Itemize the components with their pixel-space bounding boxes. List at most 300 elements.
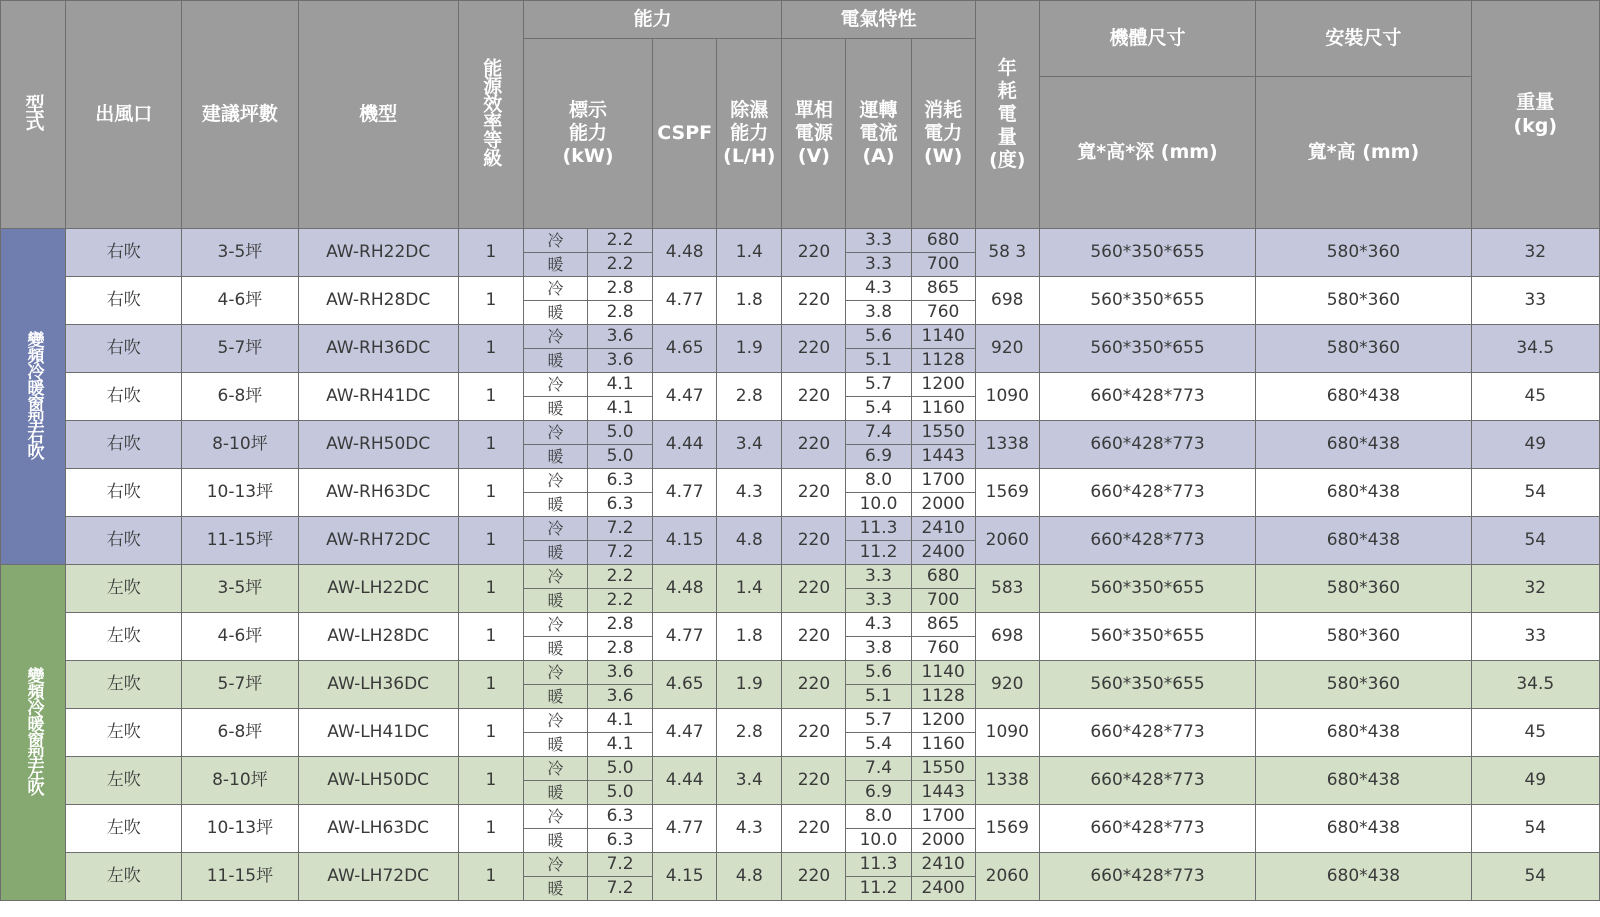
table-row [1,517,1600,541]
cool-label-cell: 冷 [523,325,587,349]
weight-cell: 34.5 [1471,661,1599,709]
header-model: 機型 [298,1,458,229]
voltage-cell: 220 [782,613,846,661]
heat-power-cell: 760 [911,637,975,661]
header-energy-grade: 能源效率等級 [458,1,523,229]
annual-kwh-cell: 1090 [975,709,1039,757]
heat-capacity-cell: 2.2 [588,253,653,277]
grade-cell: 1 [458,325,523,373]
cspf-cell: 4.15 [653,517,717,565]
cool-power-cell: 1550 [911,757,975,781]
cool-current-cell: 8.0 [846,805,911,829]
model-cell: AW-RH22DC [298,229,458,277]
heat-capacity-cell: 6.3 [588,829,653,853]
dehumid-cell: 4.8 [717,853,782,901]
area-cell: 5-7坪 [182,325,298,373]
model-cell: AW-LH22DC [298,565,458,613]
area-cell: 11-15坪 [182,853,298,901]
model-cell: AW-RH41DC [298,373,458,421]
cspf-cell: 4.44 [653,757,717,805]
cool-capacity-cell: 6.3 [588,805,653,829]
heat-power-cell: 700 [911,253,975,277]
install-size-cell: 580*360 [1256,325,1471,373]
model-cell: AW-LH28DC [298,613,458,661]
heat-power-cell: 1443 [911,781,975,805]
model-cell: AW-RH36DC [298,325,458,373]
outlet-cell: 右吹 [66,421,182,469]
grade-cell: 1 [458,805,523,853]
cool-power-cell: 2410 [911,517,975,541]
voltage-cell: 220 [782,229,846,277]
heat-power-cell: 1443 [911,445,975,469]
grade-cell: 1 [458,661,523,709]
body-size-cell: 560*350*655 [1039,229,1255,277]
heat-label-cell: 暖 [523,253,587,277]
cool-capacity-cell: 3.6 [588,325,653,349]
dehumid-cell: 1.9 [717,661,782,709]
annual-kwh-cell: 920 [975,661,1039,709]
model-cell: AW-RH50DC [298,421,458,469]
cool-power-cell: 680 [911,229,975,253]
group-label-cell [1,229,66,565]
heat-label-cell: 暖 [523,397,587,421]
table-row [1,805,1600,829]
heat-current-cell: 6.9 [846,781,911,805]
weight-cell: 45 [1471,373,1599,421]
annual-kwh-cell: 698 [975,613,1039,661]
cool-power-cell: 2410 [911,853,975,877]
model-cell: AW-LH36DC [298,661,458,709]
table-row [1,853,1600,877]
heat-current-cell: 3.8 [846,637,911,661]
grade-cell: 1 [458,709,523,757]
area-cell: 10-13坪 [182,469,298,517]
header-rated-capacity: 標示 能力 (kW) [523,39,652,229]
weight-cell: 45 [1471,709,1599,757]
cool-label-cell: 冷 [523,517,587,541]
heat-capacity-cell: 2.2 [588,589,653,613]
weight-cell: 54 [1471,469,1599,517]
heat-label-cell: 暖 [523,589,587,613]
cool-power-cell: 680 [911,565,975,589]
annual-kwh-cell: 1090 [975,373,1039,421]
header-dehumid: 除濕 能力 (L/H) [717,39,782,229]
heat-capacity-cell: 7.2 [588,877,653,901]
heat-power-cell: 1160 [911,397,975,421]
heat-label-cell: 暖 [523,637,587,661]
cool-capacity-cell: 2.8 [588,277,653,301]
table-row [1,469,1600,493]
cool-current-cell: 3.3 [846,565,911,589]
heat-capacity-cell: 2.8 [588,637,653,661]
heat-power-cell: 2400 [911,541,975,565]
dehumid-cell: 4.3 [717,469,782,517]
cool-label-cell: 冷 [523,661,587,685]
outlet-cell: 左吹 [66,709,182,757]
heat-label-cell: 暖 [523,493,587,517]
area-cell: 8-10坪 [182,757,298,805]
table-row [1,709,1600,733]
outlet-cell: 右吹 [66,229,182,277]
model-cell: AW-LH63DC [298,805,458,853]
body-size-cell: 560*350*655 [1039,277,1255,325]
install-size-cell: 680*438 [1256,517,1471,565]
voltage-cell: 220 [782,565,846,613]
heat-label-cell: 暖 [523,781,587,805]
weight-cell: 33 [1471,277,1599,325]
cool-power-cell: 1200 [911,373,975,397]
heat-label-cell: 暖 [523,541,587,565]
header-area: 建議坪數 [182,1,298,229]
cool-label-cell: 冷 [523,277,587,301]
heat-current-cell: 3.3 [846,253,911,277]
cspf-cell: 4.44 [653,421,717,469]
install-size-cell: 580*360 [1256,565,1471,613]
heat-power-cell: 1128 [911,349,975,373]
table-row [1,421,1600,445]
cspf-cell: 4.65 [653,325,717,373]
area-cell: 11-15坪 [182,517,298,565]
grade-cell: 1 [458,613,523,661]
table-row [1,613,1600,637]
header-annual-kwh: 年 耗 電 量 (度) [975,1,1039,229]
outlet-cell: 右吹 [66,325,182,373]
install-size-cell: 680*438 [1256,757,1471,805]
cool-capacity-cell: 5.0 [588,757,653,781]
body-size-cell: 660*428*773 [1039,805,1255,853]
table-row [1,757,1600,781]
cool-current-cell: 8.0 [846,469,911,493]
header-type: 型式 [1,1,66,229]
cool-current-cell: 11.3 [846,517,911,541]
weight-cell: 49 [1471,421,1599,469]
area-cell: 8-10坪 [182,421,298,469]
dehumid-cell: 3.4 [717,421,782,469]
heat-label-cell: 暖 [523,877,587,901]
header-install-size-group: 安裝尺寸 [1256,1,1471,77]
cool-current-cell: 5.7 [846,373,911,397]
model-cell: AW-LH41DC [298,709,458,757]
table-row [1,325,1600,349]
dehumid-cell: 1.9 [717,325,782,373]
cool-current-cell: 4.3 [846,613,911,637]
heat-current-cell: 3.3 [846,589,911,613]
area-cell: 6-8坪 [182,709,298,757]
grade-cell: 1 [458,277,523,325]
table-row [1,373,1600,397]
table-row [1,661,1600,685]
header-current: 運轉 電流 (A) [846,39,911,229]
table-row [1,229,1600,253]
cool-power-cell: 1700 [911,805,975,829]
outlet-cell: 左吹 [66,565,182,613]
heat-label-cell: 暖 [523,445,587,469]
body-size-cell: 660*428*773 [1039,757,1255,805]
cool-current-cell: 5.7 [846,709,911,733]
heat-current-cell: 10.0 [846,829,911,853]
body-size-cell: 660*428*773 [1039,421,1255,469]
heat-capacity-cell: 4.1 [588,733,653,757]
voltage-cell: 220 [782,757,846,805]
dehumid-cell: 2.8 [717,709,782,757]
outlet-cell: 右吹 [66,373,182,421]
cool-power-cell: 1200 [911,709,975,733]
cool-label-cell: 冷 [523,709,587,733]
heat-current-cell: 5.1 [846,685,911,709]
cool-power-cell: 1550 [911,421,975,445]
header-cspf: CSPF [653,39,717,229]
heat-capacity-cell: 3.6 [588,349,653,373]
voltage-cell: 220 [782,709,846,757]
cool-capacity-cell: 4.1 [588,709,653,733]
cool-capacity-cell: 3.6 [588,661,653,685]
annual-kwh-cell: 1569 [975,469,1039,517]
heat-label-cell: 暖 [523,829,587,853]
cool-label-cell: 冷 [523,757,587,781]
heat-power-cell: 760 [911,301,975,325]
cool-current-cell: 3.3 [846,229,911,253]
model-cell: AW-RH72DC [298,517,458,565]
annual-kwh-cell: 583 [975,565,1039,613]
spec-body [1,229,1600,901]
annual-kwh-cell: 2060 [975,853,1039,901]
cool-label-cell: 冷 [523,373,587,397]
cool-current-cell: 5.6 [846,661,911,685]
heat-current-cell: 5.4 [846,733,911,757]
model-cell: AW-LH50DC [298,757,458,805]
group-label-cell [1,565,66,901]
area-cell: 4-6坪 [182,613,298,661]
weight-cell: 33 [1471,613,1599,661]
cool-capacity-cell: 2.2 [588,565,653,589]
group-label: 變頻冷暖窗型左吹 [23,666,44,795]
heat-capacity-cell: 5.0 [588,781,653,805]
cool-capacity-cell: 6.3 [588,469,653,493]
body-size-cell: 660*428*773 [1039,469,1255,517]
header-outlet: 出風口 [66,1,182,229]
heat-power-cell: 1128 [911,685,975,709]
cool-capacity-cell: 7.2 [588,853,653,877]
grade-cell: 1 [458,229,523,277]
cspf-cell: 4.77 [653,805,717,853]
grade-cell: 1 [458,565,523,613]
install-size-cell: 680*438 [1256,373,1471,421]
weight-cell: 32 [1471,565,1599,613]
area-cell: 3-5坪 [182,565,298,613]
area-cell: 5-7坪 [182,661,298,709]
outlet-cell: 左吹 [66,757,182,805]
model-cell: AW-RH63DC [298,469,458,517]
body-size-cell: 560*350*655 [1039,325,1255,373]
table-row [1,565,1600,589]
cool-current-cell: 11.3 [846,853,911,877]
weight-cell: 34.5 [1471,325,1599,373]
area-cell: 10-13坪 [182,805,298,853]
voltage-cell: 220 [782,373,846,421]
cspf-cell: 4.77 [653,613,717,661]
weight-cell: 32 [1471,229,1599,277]
cspf-cell: 4.47 [653,373,717,421]
install-size-cell: 680*438 [1256,421,1471,469]
heat-power-cell: 2000 [911,829,975,853]
cspf-cell: 4.77 [653,277,717,325]
body-size-cell: 560*350*655 [1039,565,1255,613]
dehumid-cell: 1.4 [717,229,782,277]
dehumid-cell: 1.4 [717,565,782,613]
group-label: 變頻冷暖窗型右吹 [23,330,44,459]
install-size-cell: 580*360 [1256,661,1471,709]
outlet-cell: 右吹 [66,277,182,325]
table-row [1,277,1600,301]
install-size-cell: 580*360 [1256,277,1471,325]
grade-cell: 1 [458,469,523,517]
body-size-cell: 660*428*773 [1039,517,1255,565]
heat-power-cell: 2400 [911,877,975,901]
annual-kwh-cell: 1338 [975,421,1039,469]
weight-cell: 54 [1471,853,1599,901]
outlet-cell: 左吹 [66,661,182,709]
heat-power-cell: 1160 [911,733,975,757]
voltage-cell: 220 [782,517,846,565]
dehumid-cell: 4.8 [717,517,782,565]
voltage-cell: 220 [782,469,846,517]
heat-current-cell: 5.4 [846,397,911,421]
weight-cell: 54 [1471,517,1599,565]
dehumid-cell: 2.8 [717,373,782,421]
heat-current-cell: 3.8 [846,301,911,325]
heat-capacity-cell: 3.6 [588,685,653,709]
cool-current-cell: 5.6 [846,325,911,349]
annual-kwh-cell: 58 3 [975,229,1039,277]
weight-cell: 54 [1471,805,1599,853]
outlet-cell: 左吹 [66,853,182,901]
weight-cell: 49 [1471,757,1599,805]
model-cell: AW-RH28DC [298,277,458,325]
model-cell: AW-LH72DC [298,853,458,901]
cspf-cell: 4.15 [653,853,717,901]
heat-capacity-cell: 7.2 [588,541,653,565]
area-cell: 6-8坪 [182,373,298,421]
cool-label-cell: 冷 [523,469,587,493]
header-weight: 重量 (kg) [1471,1,1599,229]
header-capacity-group: 能力 [523,1,781,39]
cool-capacity-cell: 4.1 [588,373,653,397]
cool-power-cell: 1700 [911,469,975,493]
cool-power-cell: 865 [911,613,975,637]
body-size-cell: 560*350*655 [1039,661,1255,709]
grade-cell: 1 [458,373,523,421]
grade-cell: 1 [458,517,523,565]
cool-current-cell: 7.4 [846,757,911,781]
install-size-cell: 580*360 [1256,613,1471,661]
heat-power-cell: 2000 [911,493,975,517]
cool-power-cell: 865 [911,277,975,301]
cool-label-cell: 冷 [523,421,587,445]
annual-kwh-cell: 698 [975,277,1039,325]
install-size-cell: 580*360 [1256,229,1471,277]
grade-cell: 1 [458,757,523,805]
cspf-cell: 4.48 [653,565,717,613]
voltage-cell: 220 [782,805,846,853]
cool-power-cell: 1140 [911,661,975,685]
heat-current-cell: 6.9 [846,445,911,469]
area-cell: 3-5坪 [182,229,298,277]
area-cell: 4-6坪 [182,277,298,325]
cool-label-cell: 冷 [523,805,587,829]
body-size-cell: 560*350*655 [1039,613,1255,661]
cool-capacity-cell: 2.2 [588,229,653,253]
cool-label-cell: 冷 [523,853,587,877]
annual-kwh-cell: 1338 [975,757,1039,805]
voltage-cell: 220 [782,421,846,469]
voltage-cell: 220 [782,853,846,901]
dehumid-cell: 1.8 [717,613,782,661]
cool-current-cell: 7.4 [846,421,911,445]
outlet-cell: 左吹 [66,805,182,853]
cool-current-cell: 4.3 [846,277,911,301]
heat-capacity-cell: 6.3 [588,493,653,517]
heat-current-cell: 10.0 [846,493,911,517]
outlet-cell: 右吹 [66,517,182,565]
heat-current-cell: 11.2 [846,877,911,901]
install-size-cell: 680*438 [1256,805,1471,853]
install-size-cell: 680*438 [1256,709,1471,757]
header-install-dims: 寬*高 (mm) [1256,77,1471,229]
cspf-cell: 4.77 [653,469,717,517]
heat-label-cell: 暖 [523,685,587,709]
heat-current-cell: 5.1 [846,349,911,373]
grade-cell: 1 [458,421,523,469]
annual-kwh-cell: 920 [975,325,1039,373]
cool-label-cell: 冷 [523,229,587,253]
heat-label-cell: 暖 [523,301,587,325]
annual-kwh-cell: 2060 [975,517,1039,565]
voltage-cell: 220 [782,661,846,709]
header-voltage: 單相 電源 (V) [782,39,846,229]
body-size-cell: 660*428*773 [1039,709,1255,757]
dehumid-cell: 1.8 [717,277,782,325]
heat-label-cell: 暖 [523,349,587,373]
cool-capacity-cell: 2.8 [588,613,653,637]
cspf-cell: 4.65 [653,661,717,709]
header-body-size-group: 機體尺寸 [1039,1,1255,77]
install-size-cell: 680*438 [1256,853,1471,901]
header-body-dims: 寬*高*深 (mm) [1039,77,1255,229]
heat-capacity-cell: 4.1 [588,397,653,421]
outlet-cell: 右吹 [66,469,182,517]
heat-capacity-cell: 2.8 [588,301,653,325]
header-power: 消耗 電力 (W) [911,39,975,229]
cspf-cell: 4.48 [653,229,717,277]
cool-capacity-cell: 5.0 [588,421,653,445]
heat-power-cell: 700 [911,589,975,613]
annual-kwh-cell: 1569 [975,805,1039,853]
heat-current-cell: 11.2 [846,541,911,565]
cool-label-cell: 冷 [523,613,587,637]
heat-label-cell: 暖 [523,733,587,757]
cool-label-cell: 冷 [523,565,587,589]
header-electrical-group: 電氣特性 [782,1,975,39]
cool-capacity-cell: 7.2 [588,517,653,541]
outlet-cell: 左吹 [66,613,182,661]
cspf-cell: 4.47 [653,709,717,757]
cool-power-cell: 1140 [911,325,975,349]
body-size-cell: 660*428*773 [1039,373,1255,421]
grade-cell: 1 [458,853,523,901]
body-size-cell: 660*428*773 [1039,853,1255,901]
voltage-cell: 220 [782,325,846,373]
install-size-cell: 680*438 [1256,469,1471,517]
